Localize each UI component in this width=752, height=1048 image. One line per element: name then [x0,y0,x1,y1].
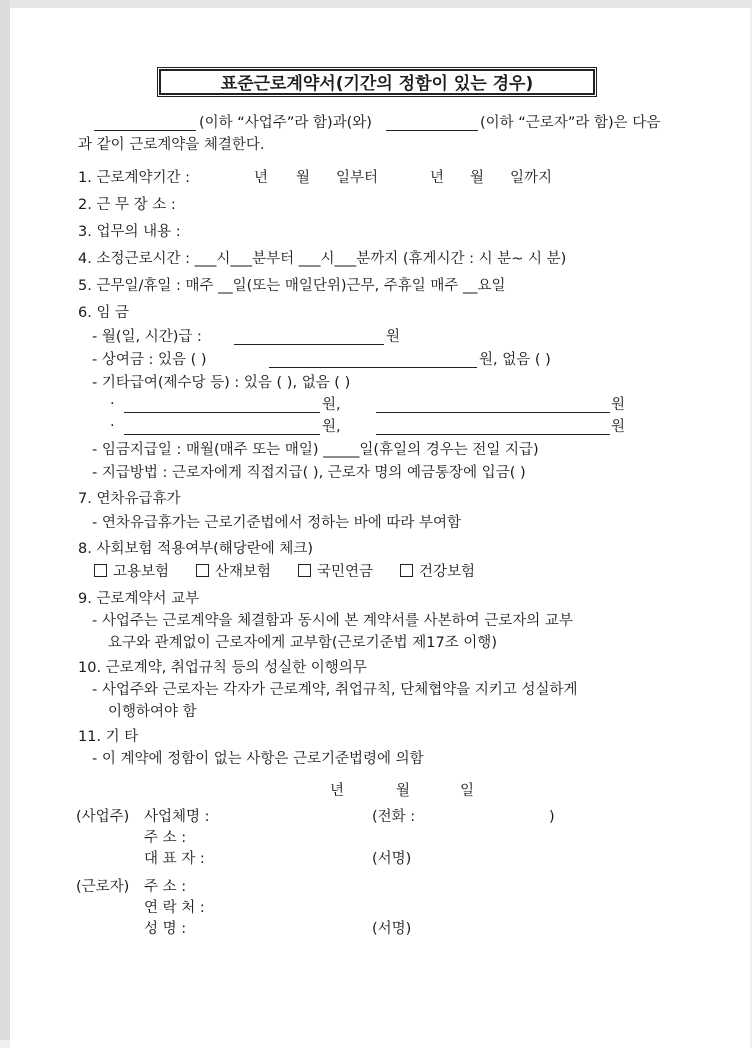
other-pay-label: - 기타급여(제수당 등) : 있음 ( ), 없음 ( ) [92,375,351,391]
representative-label: 대 표 자 : [144,851,205,867]
worker-tag: (근로자) [76,879,130,895]
other-pay-unit-3: 원, [322,419,341,435]
wage-monthly-unit: 원 [386,329,401,345]
bonus-blank[interactable] [269,353,477,368]
other-text: - 이 계약에 정함이 없는 사항은 근로기준법령에 의함 [92,751,424,767]
other-pay-unit-4: 원 [611,419,626,435]
date-day: 일 [460,783,475,799]
contract-delivery-text-1: - 사업주는 근로계약을 체결함과 동시에 본 계약서를 사본하여 근로자의 교부 [92,613,573,629]
intro-part3: 과 같이 근로계약을 체결한다. [78,137,265,153]
worker-name-label: 성 명 : [144,921,187,937]
working-hours-line: 4. 소정근로시간 : ___시___분부터 ___시___분까지 (휴게시간 : 시 분~ 시 분) [78,251,567,267]
obligation-label: 10. 근로계약, 취업규칙 등의 성실한 이행의무 [78,660,367,676]
employer-signature[interactable]: (서명) [372,851,412,867]
bonus-label: - 상여금 : 있음 ( ) [92,352,207,368]
period-start-month: 월 [296,170,311,186]
intro-part2: (이하 “근로자”라 함)은 다음 [480,115,661,131]
insurance-label: 8. 사회보험 적용여부(해당란에 체크) [78,541,314,557]
period-end-month: 월 [470,170,485,186]
payment-method-line: - 지급방법 : 근로자에게 직접지급( ), 근로자 명의 예금통장에 입금( ) [92,465,526,481]
workplace-label: 2. 근 무 장 소 : [78,197,176,213]
employer-address-label: 주 소 : [144,830,187,846]
workdays-line: 5. 근무일/휴일 : 매주 __일(또는 매일단위)근무, 주휴일 매주 __요일 [78,278,506,294]
annual-leave-text: - 연차유급휴가는 근로기준법에서 정하는 바에 따라 부여함 [92,515,462,531]
annual-leave-label: 7. 연차유급휴가 [78,491,181,507]
checkbox-employment[interactable] [94,564,107,577]
job-content-label: 3. 업무의 내용 : [78,224,181,240]
bonus-unit: 원, 없음 ( ) [479,352,551,368]
worker-address-label: 주 소 : [144,879,187,895]
employer-name-blank[interactable] [94,116,196,131]
other-pay-dot-2: · [110,418,115,434]
business-name-label: 사업체명 : [144,809,210,825]
checkbox-industrial[interactable] [196,564,209,577]
insurance-employment[interactable]: 고용보험 [94,563,169,581]
period-start-day: 일부터 [336,170,379,186]
other-pay-blank-4[interactable] [376,420,610,435]
other-pay-unit-1: 원, [322,397,341,413]
worker-contact-label: 연 락 처 : [144,900,205,916]
intro-part1: (이하 “사업주”라 함)과(와) [199,115,372,131]
worker-signature[interactable]: (서명) [372,921,412,937]
date-month: 월 [396,783,411,799]
top-bar [0,0,752,8]
other-pay-blank-3[interactable] [124,420,320,435]
obligation-text-1: - 사업주와 근로자는 각자가 근로계약, 취업규칙, 단체협약을 지키고 성실하게 [92,682,578,698]
period-start-year: 년 [254,170,269,186]
wage-monthly-label: - 월(일, 시간)급 : [92,329,202,345]
other-pay-unit-2: 원 [611,397,626,413]
payday-line: - 임금지급일 : 매월(매주 또는 매일) _____일(휴일의 경우는 전일 지급) [92,442,539,458]
checkbox-pension[interactable] [298,564,311,577]
document-title: 표준근로계약서(기간의 정함이 있는 경우) [159,69,595,95]
obligation-text-2: 이행하여야 함 [108,704,197,720]
wage-monthly-blank[interactable] [234,330,384,345]
contract-period-label: 1. 근로계약기간 : [78,170,190,186]
other-pay-dot-1: · [110,396,115,412]
period-end-day: 일까지 [510,170,553,186]
period-end-year: 년 [430,170,445,186]
insurance-health[interactable]: 건강보험 [400,563,475,581]
other-pay-blank-2[interactable] [376,398,610,413]
insurance-pension[interactable]: 국민연금 [298,563,373,581]
employer-tag: (사업주) [76,809,130,825]
contract-delivery-text-2: 요구와 관계없이 근로자에게 교부함(근로기준법 제17조 이행) [108,635,497,651]
insurance-industrial[interactable]: 산재보험 [196,563,271,581]
checkbox-health[interactable] [400,564,413,577]
wage-label: 6. 임 금 [78,305,130,321]
date-year: 년 [330,783,345,799]
other-pay-blank-1[interactable] [124,398,320,413]
employer-phone-close: ) [549,809,555,825]
left-edge [0,0,10,1040]
employer-phone-label: (전화 : [372,809,416,825]
worker-name-blank[interactable] [386,116,478,131]
contract-delivery-label: 9. 근로계약서 교부 [78,591,200,607]
other-label: 11. 기 타 [78,729,139,745]
